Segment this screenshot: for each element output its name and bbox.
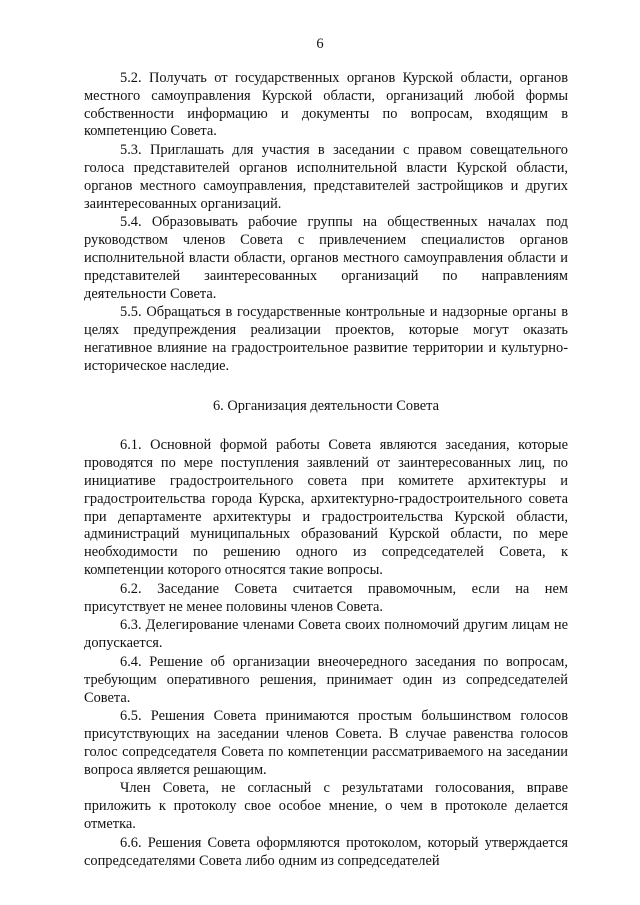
- page-number: 6: [316, 36, 324, 52]
- paragraph-6-2: 6.2. Заседание Совета считается правомочным, если на нем присутствует не менее половины членов Совета.: [84, 580, 568, 615]
- paragraph-6-4: 6.4. Решение об организации внеочередного заседания по вопросам, требующим оперативного решения, принимает один из сопредседателей Совета.: [84, 653, 568, 706]
- paragraph-6-6: 6.6. Решения Совета оформляются протоколом, который утверждается сопредседателями Совета либо одним из сопредседателей: [84, 834, 568, 869]
- paragraph-6-5: 6.5. Решения Совета принимаются простым большинством голосов присутствующих на заседании членов Совета. В случае равенства голосов голос сопредседателя Совета по компетенции рассматриваемого на заседании вопроса является решающим.: [84, 708, 568, 778]
- paragraph-6-1: 6.1. Основной формой работы Совета являются заседания, которые проводятся по мере поступления заявлений от заинтересованных лиц, по инициативе градостроительного совета при комитете архитектуры и градостроительства города Курска, архитектурно-градостроительного совета при департаменте архитектуры и градостроительства Курской области, администраций муниципальных образований Курской области, по мере необходимости по решению одного из сопредседателей Совета, к компетенции которого относятся такие вопросы.: [84, 437, 568, 578]
- paragraph-5-5: 5.5. Обращаться в государственные контрольные и надзорные органы в целях предупреждения реализации проектов, которые могут оказать негативное влияние на градостроительное развитие территории и культурно-историческое наследие.: [84, 304, 568, 374]
- paragraph-dissent: Член Совета, не согласный с результатами голосования, вправе приложить к протоколу свое особое мнение, о чем в протоколе делается отметка.: [84, 780, 568, 833]
- section-heading: 6. Организация деятельности Совета: [212, 397, 440, 414]
- paragraph-5-2: 5.2. Получать от государственных органов Курской области, органов местного самоуправления Курской области, организаций любой формы собственности информацию и документы по вопросам, входящим в компетенцию Совета.: [84, 70, 568, 140]
- paragraph-6-3: 6.3. Делегирование членами Совета своих полномочий другим лицам не допускается.: [84, 617, 568, 652]
- paragraph-5-4: 5.4. Образовывать рабочие группы на общественных началах под руководством членов Совета с привлечением специалистов органов исполнительной власти области, органов местного самоуправления области и представителей заинтересованных организаций по направлениям деятельности Совета.: [84, 214, 568, 302]
- paragraph-5-3: 5.3. Приглашать для участия в заседании с правом совещательного голоса представителей органов исполнительной власти Курской области, органов местного самоуправления, представителей застройщиков и других заинтересованных организаций.: [84, 142, 568, 212]
- document-body: [84, 70, 568, 871]
